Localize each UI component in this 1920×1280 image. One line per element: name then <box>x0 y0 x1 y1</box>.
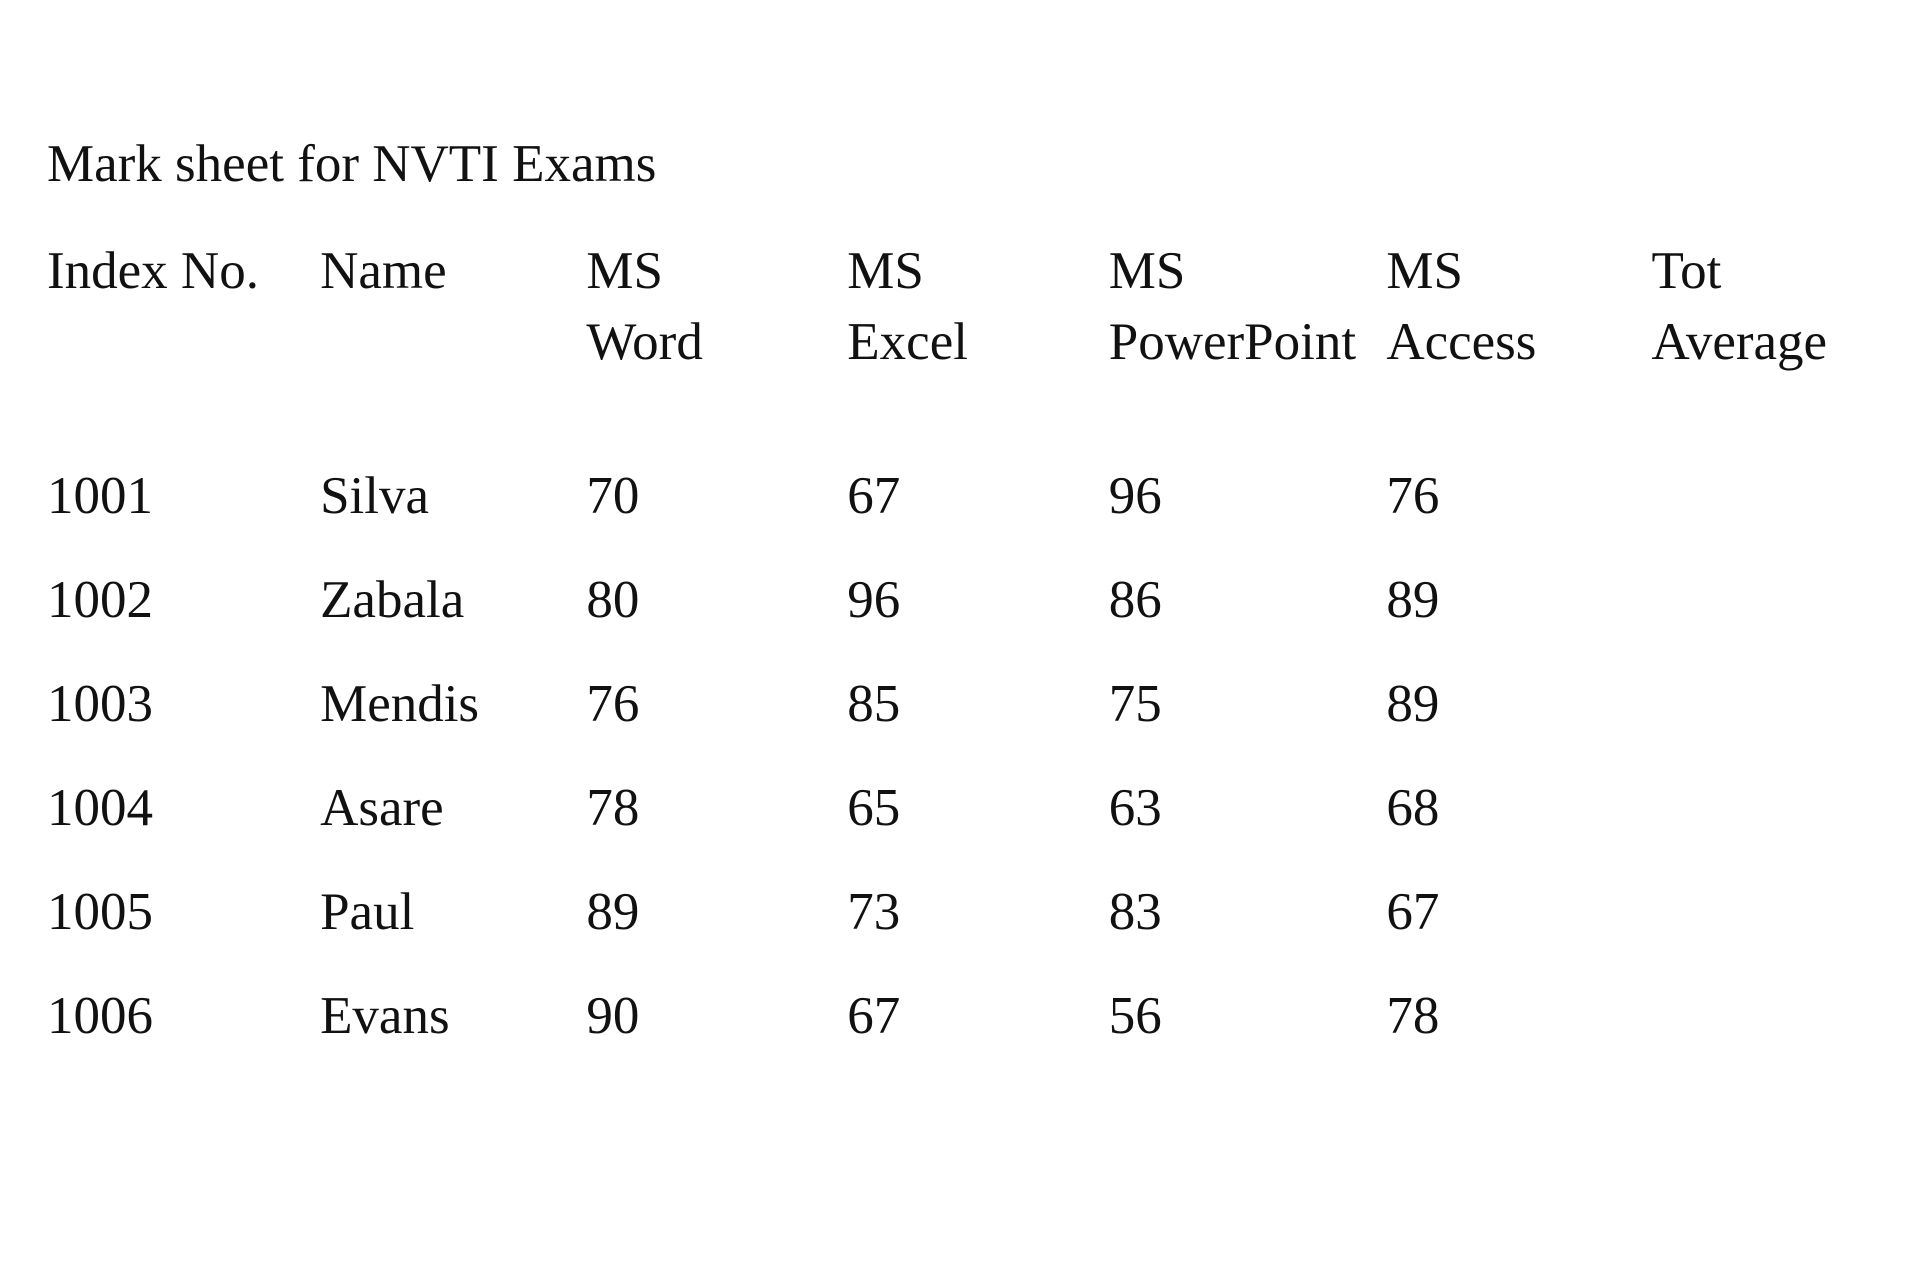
cell-ms-excel: 65 <box>847 779 901 837</box>
cell-ms-excel: 85 <box>847 675 901 733</box>
cell-ms-access: 68 <box>1386 779 1440 837</box>
header-index-no-line1: Index No. <box>47 242 259 300</box>
table-row <box>47 652 1920 756</box>
cell-index: 1002 <box>47 571 153 629</box>
cell-name: Zabala <box>320 571 465 629</box>
cell-ms-powerpoint: 86 <box>1108 571 1162 629</box>
cell-ms-word: 70 <box>586 467 640 525</box>
cell-ms-word: 76 <box>586 675 640 733</box>
cell-index: 1004 <box>47 779 153 837</box>
header-ms-word-line1: MS <box>586 242 663 300</box>
document-title: Mark sheet for NVTI Exams <box>47 135 657 193</box>
mark-sheet-table <box>47 236 1920 1068</box>
cell-tot-average <box>1652 860 1920 964</box>
cell-tot-average <box>1652 964 1920 1068</box>
cell-tot-average <box>1652 756 1920 860</box>
cell-ms-excel: 96 <box>847 571 901 629</box>
cell-index: 1006 <box>47 987 153 1045</box>
cell-ms-access: 78 <box>1386 987 1440 1045</box>
cell-tot-average <box>1652 652 1920 756</box>
cell-ms-powerpoint: 96 <box>1108 467 1162 525</box>
cell-name: Silva <box>320 467 430 525</box>
header-ms-excel-line1: MS <box>847 242 924 300</box>
cell-ms-word: 89 <box>586 883 640 941</box>
header-ms-excel-line2: Excel <box>847 313 968 371</box>
header-name-line1: Name <box>320 242 447 300</box>
cell-name: Mendis <box>320 675 480 733</box>
cell-ms-word: 80 <box>586 571 640 629</box>
header-ms-excel <box>847 236 1108 444</box>
cell-name: Paul <box>320 883 415 941</box>
header-ms-access-line2: Access <box>1386 313 1537 371</box>
header-name <box>320 236 586 444</box>
cell-ms-excel: 67 <box>847 987 901 1045</box>
header-ms-word-line2: Word <box>586 313 703 371</box>
header-row <box>47 236 1920 444</box>
table-row <box>47 964 1920 1068</box>
table-row <box>47 756 1920 860</box>
header-ms-word <box>586 236 847 444</box>
table-row <box>47 860 1920 964</box>
cell-ms-powerpoint: 75 <box>1108 675 1162 733</box>
table-row <box>47 444 1920 548</box>
cell-tot-average <box>1652 548 1920 652</box>
cell-ms-excel: 73 <box>847 883 901 941</box>
cell-tot-average <box>1652 444 1920 548</box>
table-body <box>47 444 1920 1068</box>
cell-index: 1001 <box>47 467 153 525</box>
cell-index: 1003 <box>47 675 153 733</box>
header-tot-average <box>1652 236 1920 444</box>
cell-ms-excel: 67 <box>847 467 901 525</box>
cell-ms-word: 78 <box>586 779 640 837</box>
cell-ms-access: 89 <box>1386 675 1440 733</box>
cell-ms-access: 76 <box>1386 467 1440 525</box>
header-ms-powerpoint-line2: PowerPoint <box>1108 313 1357 371</box>
header-tot-average-line2: Average <box>1651 313 1828 371</box>
table-row <box>47 548 1920 652</box>
table-header <box>47 236 1920 444</box>
cell-ms-powerpoint: 56 <box>1108 987 1162 1045</box>
cell-ms-powerpoint: 83 <box>1108 883 1162 941</box>
cell-ms-access: 89 <box>1386 571 1440 629</box>
header-ms-access-line1: MS <box>1386 242 1463 300</box>
cell-index: 1005 <box>47 883 153 941</box>
cell-name: Asare <box>320 779 444 837</box>
header-index-no <box>47 236 320 444</box>
header-ms-powerpoint-line1: MS <box>1108 242 1186 300</box>
cell-name: Evans <box>320 987 450 1045</box>
cell-ms-powerpoint: 63 <box>1108 779 1162 837</box>
header-ms-access <box>1386 236 1651 444</box>
cell-ms-word: 90 <box>586 987 640 1045</box>
cell-ms-access: 67 <box>1386 883 1440 941</box>
header-tot-average-line1: Tot <box>1651 242 1722 300</box>
header-ms-powerpoint <box>1109 236 1387 444</box>
